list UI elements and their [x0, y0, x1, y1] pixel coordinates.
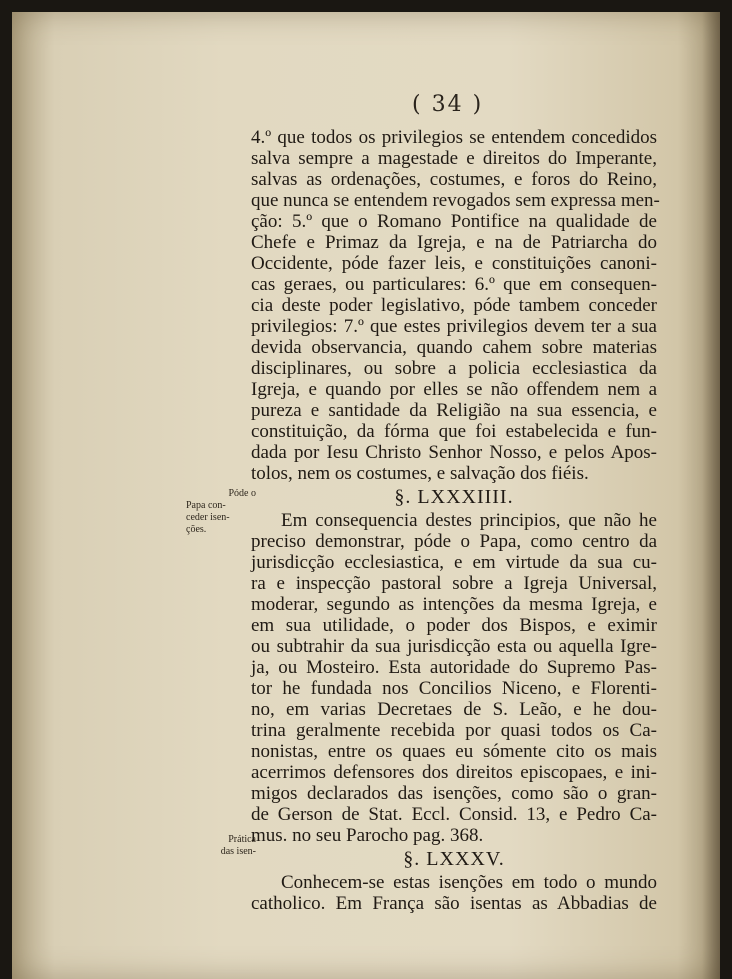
text-line: acerrimos defensores dos direitos episcopaes, e ini-	[251, 762, 657, 783]
text-line: dada por Iesu Christo Senhor Nosso, e pelos Apos-	[251, 442, 657, 463]
text-line: trina geralmente recebida por quasi todos os Ca-	[251, 720, 657, 741]
section-heading: §. LXXXV.	[403, 848, 505, 870]
text-line: migos declarados das isenções, como são o gran-	[251, 783, 657, 804]
text-line: no, em varias Decretaes de S. Leão, e he dou-	[251, 699, 657, 720]
text-line: ção: 5.º que o Romano Pontifice na qualidade de	[251, 211, 657, 232]
body-text	[251, 127, 660, 914]
text-line: que nunca se entendem revogados sem expressa men-	[251, 190, 660, 211]
margin-note-line: ceder isen-	[186, 512, 230, 523]
text-line: ou subtrahir da sua jurisdicção esta ou aquella Igre-	[251, 636, 657, 657]
margin-note-line: ções.	[186, 524, 207, 535]
text-line: moderar, segundo as intenções da mesma Igreja, e	[251, 594, 657, 615]
margin-note-line: das isen-	[220, 846, 256, 857]
text-line: mus. no seu Parocho pag. 368.	[251, 825, 484, 846]
page-number: ( 34 )	[412, 92, 484, 117]
text-line: tor he fundada nos Concilios Niceno, e Florenti-	[251, 678, 657, 699]
text-line: cia deste poder legislativo, póde tambem conceder	[251, 295, 657, 316]
margin-note	[186, 488, 256, 536]
paragraph-1	[251, 127, 660, 484]
text-line: pureza e santidade da Religião na sua essencia, e	[251, 400, 657, 421]
text-line: salva sempre a magestade e direitos do Imperante,	[251, 148, 657, 169]
text-line: preciso demonstrar, póde o Papa, como centro da	[251, 531, 657, 552]
text-line: disciplinares, ou sobre a policia ecclesiastica da	[251, 358, 657, 379]
text-line: de Gerson de Stat. Eccl. Consid. 13, e Pedro Ca-	[251, 804, 657, 825]
text-line: nonistas, entre os quaes eu sómente cito os mais	[251, 741, 657, 762]
text-line: 4.º que todos os privilegios se entendem concedidos	[251, 127, 657, 148]
text-line: em sua utilidade, o poder dos Bispos, e eximir	[251, 615, 657, 636]
margin-note-line: Papa con-	[186, 500, 226, 511]
text-line: ja, ou Mosteiro. Esta autoridade do Supremo Pas-	[251, 657, 657, 678]
text-line: Occidente, póde fazer leis, e constituições canoni-	[251, 253, 657, 274]
text-line: jurisdicção ecclesiastica, e em virtude da sua cu-	[251, 552, 657, 573]
margin-note-line: Prática	[228, 834, 256, 845]
text-line: tolos, nem os costumes, e salvação dos fiéis.	[251, 463, 589, 484]
paragraph-2	[251, 510, 657, 846]
margin-note	[186, 834, 256, 858]
section-heading: §. LXXXIIII.	[394, 486, 514, 508]
text-line: privilegios: 7.º que estes privilegios devem ter a sua	[251, 316, 657, 337]
text-line: Conhecem-se estas isenções em todo o mundo	[281, 872, 657, 893]
text-line: Igreja, e quando por elles se não offendem nem a	[251, 379, 657, 400]
text-line: salvas as ordenações, costumes, e foros do Reino,	[251, 169, 657, 190]
text-line: constituição, da fórma que foi estabelecida e fun-	[251, 421, 657, 442]
text-line: cas geraes, ou particulares: 6.º que em consequen-	[251, 274, 657, 295]
margin-note-line: Póde o	[228, 488, 256, 499]
text-line: Chefe e Primaz da Igreja, e na de Patriarcha do	[251, 232, 657, 253]
text-line: Em consequencia destes principios, que não he	[281, 510, 657, 531]
text-line: ra e inspecção pastoral sobre a Igreja Universal,	[251, 573, 657, 594]
page-edge-shadow	[702, 12, 720, 979]
text-line: catholico. Em França são isentas as Abbadias de	[251, 893, 657, 914]
text-line: devida observancia, quando cahem sobre materias	[251, 337, 657, 358]
paragraph-3	[251, 872, 657, 914]
